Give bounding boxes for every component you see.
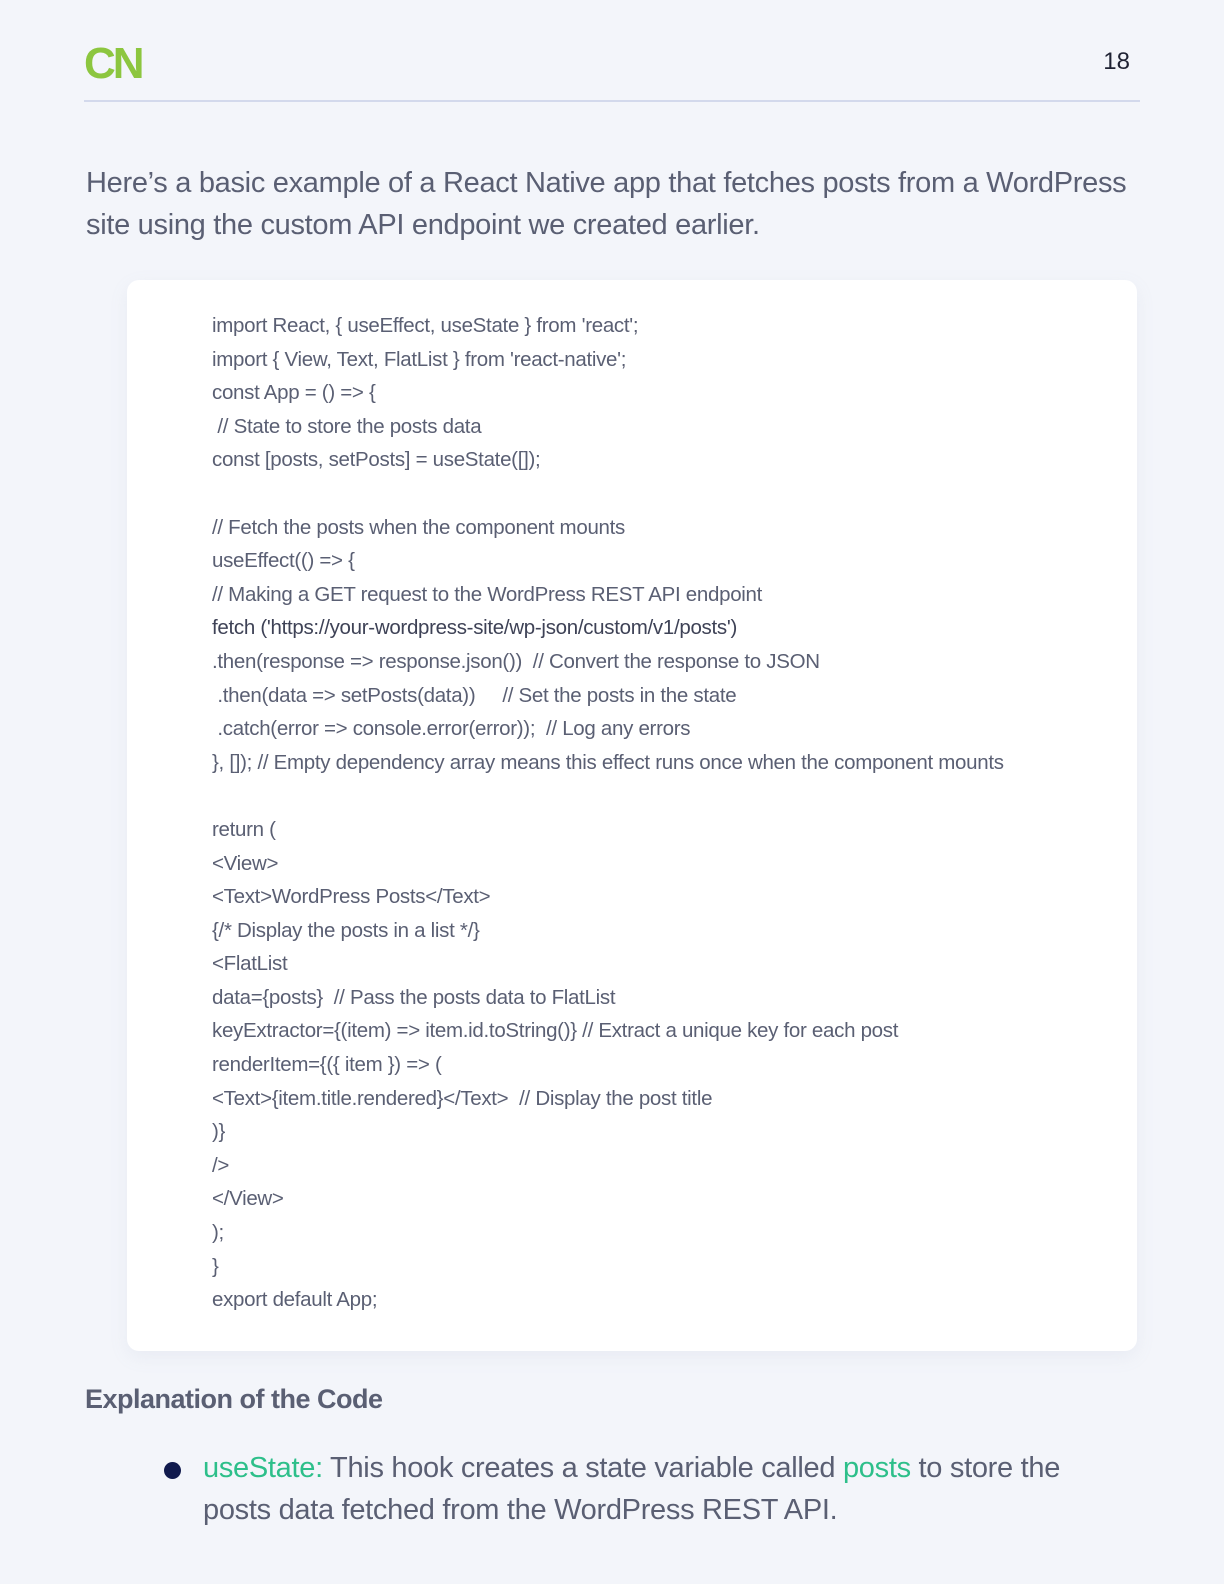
code-line: .then(data => setPosts(data)) // Set the posts in the state [212,683,737,707]
code-line: const [posts, setPosts] = useState([]); [212,448,541,472]
code-line: // Making a GET request to the WordPress REST API endpoint [212,582,763,606]
code-line: keyExtractor={(item) => item.id.toString()} // Extract a unique key for each post [212,1019,899,1043]
bullet-highlight: posts [842,1452,911,1484]
page-number: 18 [1103,48,1130,75]
code-line: return ( [212,817,276,841]
code-line [212,477,1112,511]
code-line: <Text>WordPress Posts</Text> [212,885,491,909]
code-line: <View> [212,851,279,875]
code-line: )} [212,1120,226,1144]
code-line: <Text>{item.title.rendered}</Text> // Display the post title [212,1086,713,1110]
bullet-body: This hook creates a state variable called [322,1452,843,1484]
code-line: data={posts} // Pass the posts data to FlatList [212,985,616,1009]
code-line: .catch(error => console.error(error)); // Log any errors [212,717,691,741]
code-block [127,280,1137,1351]
code-line: // State to store the posts data [212,414,482,438]
code-line: // Fetch the posts when the component mounts [212,515,625,539]
bullet-text [203,1447,1103,1531]
code-line: </View> [212,1187,284,1211]
code-line: ); [212,1221,224,1245]
code-lines [212,309,1112,1317]
code-line: .then(response => response.json()) // Convert the response to JSON [212,649,820,673]
logo-text: CN [84,44,142,82]
code-line: }, []); // Empty dependency array means this effect runs once when the component mounts [212,750,1004,774]
code-line: } [212,1254,219,1278]
intro-paragraph: Here’s a basic example of a React Native app that fetches posts from a WordPress site using the custom API endpoint we created earlier. [86,167,1127,241]
cn-logo [84,44,142,82]
code-line: import React, { useEffect, useState } from 'react'; [212,314,639,337]
code-line: useEffect(() => { [212,549,355,573]
bullet-term: useState: [203,1452,323,1484]
code-line: import { View, Text, FlatList } from 'react-native'; [212,347,627,371]
code-line: export default App; [212,1288,378,1312]
code-line: fetch ('https://your-wordpress-site/wp-json/custom/v1/posts') [212,616,737,640]
code-line: {/* Display the posts in a list */} [212,918,480,942]
code-line [212,779,1112,813]
code-line: <FlatList [212,952,288,976]
explanation-heading: Explanation of the Code [85,1384,383,1414]
bullet-icon [164,1462,181,1479]
code-line: /> [212,1153,230,1177]
bullet-body-end: to store the posts data fetched from the WordPress REST API. [203,1452,1061,1526]
code-line: const App = () => { [212,381,376,405]
page-header [84,36,1140,102]
code-line: renderItem={({ item }) => ( [212,1053,442,1077]
